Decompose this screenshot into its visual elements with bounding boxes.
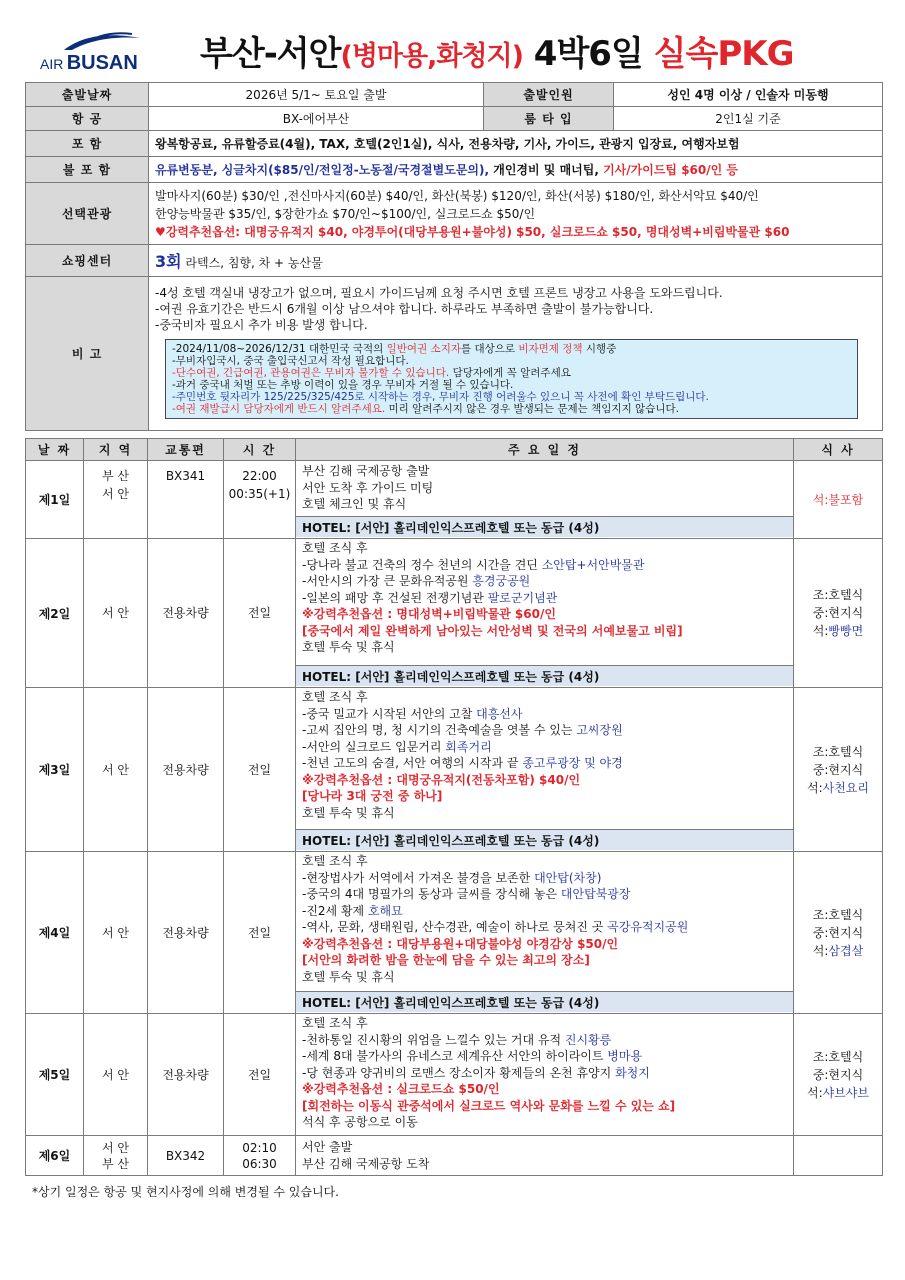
info-table	[25, 82, 883, 431]
day5-time: 전일	[224, 1014, 296, 1136]
opt-line3: ♥강력추천옵션: 대명궁유적지 $40, 야경투어(대당부용원+불야성) $50, 실크로드쇼 $50, 명대성벽+비림박물관 $60	[155, 224, 790, 239]
day4-label: 제4일	[26, 852, 84, 1014]
day3-plan: 호텔 조식 후 -중국 밀교가 시작된 서안의 고찰 대흥선사 -고씨 집안의 명, 청 시기의 건축예술을 엿볼 수 있는 고씨장원 -서안의 실크로드 입문거리 회족거리 -천년 고도의 숨결, 서안 여행의 시작과 끝 종고루광장 및 야경 ※강력추천옵션 : 대명궁유적지(전동차포함) $40/인 [당나라 3대 궁전 중 하나] 호텔 투숙 및 휴식 HOTEL: [서안] 홀리데인익스프레호텔 또는 동급 (4성)	[296, 688, 794, 852]
room-value: 2인1실 기준	[614, 107, 883, 131]
day4-hotel: HOTEL: [서안] 홀리데인익스프레호텔 또는 동급 (4성)	[296, 991, 793, 1012]
day2-time: 전일	[224, 539, 296, 688]
title-tag: 실속PKG	[653, 34, 794, 74]
day6-region: 서 안 부 산	[84, 1136, 148, 1176]
day4-meal: 조:호텔식 중:현지식 석:삼겹살	[794, 852, 883, 1014]
day2-row	[26, 539, 883, 688]
note-value	[149, 277, 883, 431]
logo-busan-text: BUSAN	[66, 52, 138, 74]
day6-row	[26, 1136, 883, 1176]
excl-a: 유류변동분, 싱글차지($85/인/전일정-노동절/국경절별도문의),	[155, 163, 494, 177]
col-date: 날 짜	[26, 439, 84, 461]
day5-transport: 전용차량	[148, 1014, 224, 1136]
title-main: 부산-서안	[200, 34, 341, 74]
day4-transport: 전용차량	[148, 852, 224, 1014]
title-paren: (병마용,화청지)	[340, 41, 523, 72]
opt-line2: 한양능박물관 $35/인, $장한가쇼 $70/인~$100/인, 실크로드쇼 $50/인	[155, 206, 536, 221]
day4-region: 서 안	[84, 852, 148, 1014]
box-line6: -여권 재발급시 담당자에게 반드시 알려주세요. 미리 알려주시지 않은 경우 발생되는 문제는 책임지지 않습니다.	[172, 402, 679, 415]
day3-meal: 조:호텔식 중:현지식 석:사천요리	[794, 688, 883, 852]
shop-items: 라텍스, 침향, 차 + 농산물	[185, 256, 323, 270]
note-line3: -중국비자 필요시 추가 비용 발생 합니다.	[155, 317, 368, 332]
incl-value: 왕복항공료, 유류할증료(4월), TAX, 호텔(2인1실), 식사, 전용차량, 기사, 가이드, 관광지 입장료, 여행자보험	[149, 131, 883, 157]
air-value: BX-에어부산	[149, 107, 484, 131]
day2-transport: 전용차량	[148, 539, 224, 688]
day3-label: 제3일	[26, 688, 84, 852]
day6-time: 02:10 06:30	[224, 1136, 296, 1176]
col-plan: 주 요 일 정	[296, 439, 794, 461]
box-line3: -단수여권, 긴급여권, 관용여권은 무비자 불가할 수 있습니다. 담당자에게 꼭 알려주세요	[172, 366, 571, 379]
visa-notice-box	[165, 339, 858, 419]
logo-swoosh-icon	[62, 30, 142, 52]
schedule-table	[25, 438, 883, 1176]
excl-c: 기사/가이드팁 $60/인 등	[603, 163, 739, 177]
day1-label: 제1일	[26, 461, 84, 539]
day6-plan: 서안 출발 부산 김해 국제공항 도착	[296, 1136, 794, 1176]
pax-value: 성인 4명 이상 / 인솔자 미동행	[614, 83, 883, 107]
col-transport: 교통편	[148, 439, 224, 461]
air-busan-logo	[40, 32, 140, 72]
day3-region: 서 안	[84, 688, 148, 852]
note-line1: -4성 호텔 객실내 냉장고가 없으며, 필요시 가이드님께 요청 주시면 호텔 프론트 냉장고 사용을 도와드립니다.	[155, 285, 723, 300]
shop-label: 쇼핑센터	[26, 245, 149, 277]
box-line4: -과거 중국내 처벌 또는 추방 이력이 있을 경우 무비자 거절 될 수 있습니다.	[172, 378, 514, 391]
day2-hotel: HOTEL: [서안] 홀리데인익스프레호텔 또는 동급 (4성)	[296, 665, 793, 686]
title-nights: 4박6일	[533, 34, 643, 74]
col-meal: 식 사	[794, 439, 883, 461]
box-line2: -무비자입국시, 중국 출입국신고서 작성 필요합니다.	[172, 354, 409, 367]
opt-label: 선택관광	[26, 183, 149, 245]
day1-plan: 부산 김해 국제공항 출발 서안 도착 후 가이드 미팅 호텔 체크인 및 휴식 HOTEL: [서안] 홀리데인익스프레호텔 또는 동급 (4성)	[296, 461, 794, 539]
box-line1: -2024/11/08~2026/12/31 대한민국 국적의 일반여권 소지자를 대상으로 비자면제 정책 시행중	[172, 342, 617, 355]
shop-count: 3회	[155, 252, 182, 271]
logo-air-text: AIR	[40, 56, 64, 72]
day2-region: 서 안	[84, 539, 148, 688]
page-title	[200, 26, 794, 75]
day5-label: 제5일	[26, 1014, 84, 1136]
box-line5: -주민번호 뒷자리가 125/225/325/425로 시작하는 경우, 무비자 진행 어려울수 있으니 꼭 사전에 확인 부탁드립니다.	[172, 390, 709, 403]
day5-meal: 조:호텔식 중:현지식 석:샤브샤브	[794, 1014, 883, 1136]
depart-value: 2026년 5/1~ 토요일 출발	[149, 83, 484, 107]
day3-row	[26, 688, 883, 852]
incl-label: 포 함	[26, 131, 149, 157]
opt-value	[149, 183, 883, 245]
day6-flight: BX342	[148, 1136, 224, 1176]
day1-time: 22:00 00:35(+1)	[224, 461, 296, 539]
day1-region: 부 산 서 안	[84, 461, 148, 539]
day5-plan: 호텔 조식 후 -천하통일 진시황의 위엄을 느낄수 있는 거대 유적 진시황릉 -세계 8대 불가사의 유네스코 세계유산 서안의 하이라이트 병마용 -당 현종과 양귀비의 로맨스 장소이자 황제들의 온천 휴양지 화청지 ※강력추천옵션 : 실크로드쇼 $50/인 [회전하는 이동식 관중석에서 실크로드 역사와 문화를 느낄 수 있는 쇼] 석식 후 공항으로 이동	[296, 1014, 794, 1136]
room-label: 룸 타 입	[484, 107, 614, 131]
day4-row	[26, 852, 883, 1014]
day2-label: 제2일	[26, 539, 84, 688]
day6-meal	[794, 1136, 883, 1176]
day5-row	[26, 1014, 883, 1136]
day5-region: 서 안	[84, 1014, 148, 1136]
day2-meal: 조:호텔식 중:현지식 석:빵빵면	[794, 539, 883, 688]
col-region: 지 역	[84, 439, 148, 461]
excl-b: 개인경비 및 매너팁,	[493, 163, 604, 177]
day1-row	[26, 461, 883, 539]
day3-hotel: HOTEL: [서안] 홀리데인익스프레호텔 또는 동급 (4성)	[296, 829, 793, 850]
day1-meal: 석:불포함	[794, 461, 883, 539]
header	[0, 0, 905, 82]
day1-hotel: HOTEL: [서안] 홀리데인익스프레호텔 또는 동급 (4성)	[296, 516, 793, 537]
note-label: 비 고	[26, 277, 149, 431]
day4-plan: 호텔 조식 후 -현장법사가 서역에서 가져온 불경을 보존한 대안탑(차창) -중국의 4대 명필가의 동상과 글씨를 장식해 놓은 대안탑북광장 -진2세 황제 호해묘 -역사, 문화, 생태원림, 산수경관, 예술이 하나로 뭉쳐진 곳 곡강유적지공원 ※강력추천옵션 : 대당부용원+대당불야성 야경감상 $50/인 [서안의 화려한 밤을 한눈에 담을 수 있는 최고의 장소] 호텔 투숙 및 휴식 HOTEL: [서안] 홀리데인익스프레호텔 또는 동급 (4성)	[296, 852, 794, 1014]
day4-time: 전일	[224, 852, 296, 1014]
day3-transport: 전용차량	[148, 688, 224, 852]
col-time: 시 간	[224, 439, 296, 461]
note-line2: -여권 유효기간은 반드시 6개월 이상 남으셔야 합니다. 하루라도 부족하면 출발이 불가능합니다.	[155, 301, 654, 316]
excl-value	[149, 157, 883, 183]
pax-label: 출발인원	[484, 83, 614, 107]
opt-line1: 발마사지(60분) $30/인 ,전신마사지(60분) $40/인, 화산(북봉) $120/인, 화산(서봉) $180/인, 화산서악묘 $40/인	[155, 188, 759, 203]
excl-label: 불 포 함	[26, 157, 149, 183]
air-label: 항 공	[26, 107, 149, 131]
day2-plan: 호텔 조식 후 -당나라 불교 건축의 정수 천년의 시간을 견딘 소안탑+서안박물관 -서안시의 가장 큰 문화유적공원 흥경궁공원 -일본의 패망 후 건설된 전쟁기념관 팔로군기념관 ※강력추천옵션 : 명대성벽+비림박물관 $60/인 [중국에서 제일 완벽하게 남아있는 서안성벽 및 전국의 서예보물고 비림] 호텔 투숙 및 휴식 HOTEL: [서안] 홀리데인익스프레호텔 또는 동급 (4성)	[296, 539, 794, 688]
shop-value	[149, 245, 883, 277]
day6-label: 제6일	[26, 1136, 84, 1176]
day3-time: 전일	[224, 688, 296, 852]
depart-label: 출발날짜	[26, 83, 149, 107]
footnote: *상기 일정은 항공 및 현지사정에 의해 변경될 수 있습니다.	[32, 1185, 339, 1199]
day1-flight: BX341	[148, 461, 224, 539]
